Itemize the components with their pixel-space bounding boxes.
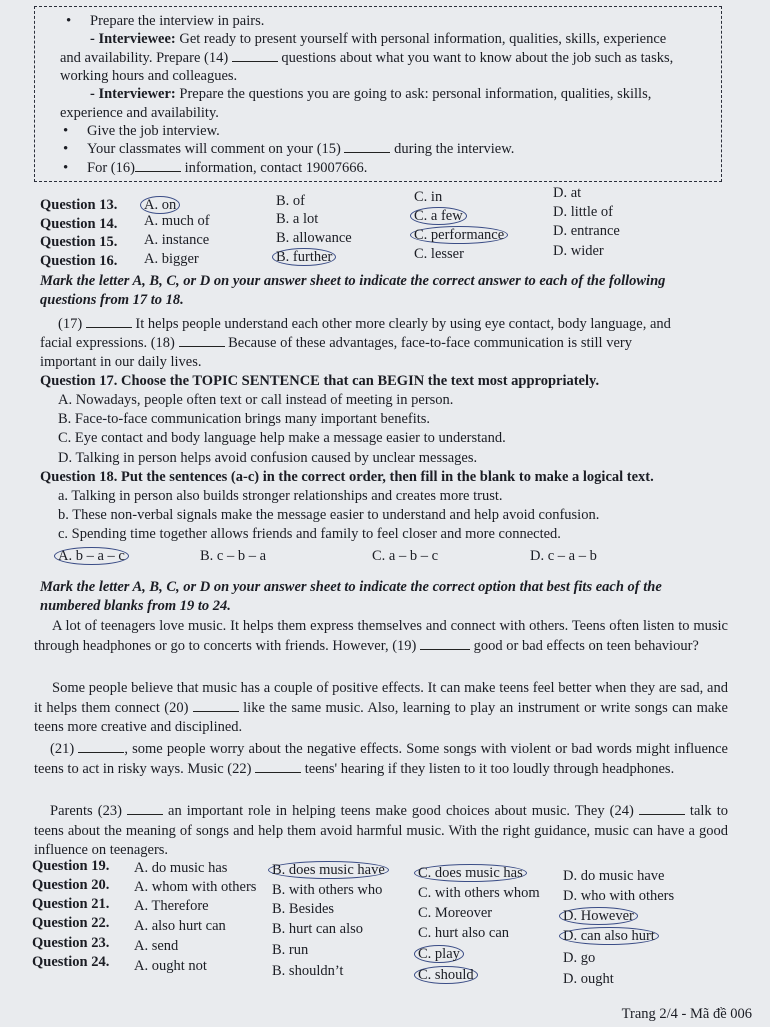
- q18-sentence-a: a. Talking in person also builds stronger relationships and creates more trust.: [58, 488, 503, 504]
- q20-opt-a[interactable]: A. whom with others: [134, 879, 257, 895]
- passage-paragraph-1: A lot of teenagers love music. It helps them express themselves and connect with others. Teens often listen to music through headphones or go to concerts with friends. However, (19) good or bad effects on teen behaviour?: [34, 618, 728, 654]
- q18-sentence-b: b. These non-verbal signals make the message easier to understand and help avoid confusion.: [58, 507, 600, 523]
- q13-opt-c[interactable]: C. in: [414, 189, 443, 205]
- q19-label: Question 19.: [32, 858, 110, 874]
- q15-opt-c[interactable]: C. performance: [414, 226, 508, 244]
- text17-line1: (17) It helps people understand each other more clearly by using eye contact, body language, and: [58, 316, 671, 332]
- q17-opt-d[interactable]: D. Talking in person helps avoid confusion caused by unclear messages.: [58, 450, 478, 466]
- q21-opt-d[interactable]: D. However: [563, 907, 638, 925]
- q24-opt-d[interactable]: D. ought: [563, 971, 614, 987]
- q20-opt-c[interactable]: C. with others whom: [418, 885, 540, 901]
- instruction-17-18-line2: questions from 17 to 18.: [40, 292, 184, 308]
- q17-opt-c[interactable]: C. Eye contact and body language help make a message easier to understand.: [58, 430, 506, 446]
- q24-opt-b[interactable]: B. shouldn’t: [272, 963, 344, 979]
- box-line-2: - Interviewee: Get ready to present yourself with personal information, qualities, skills, experience: [90, 31, 667, 47]
- q16-opt-d[interactable]: D. wider: [553, 243, 604, 259]
- q16-opt-b[interactable]: B. further: [276, 248, 336, 266]
- q22-opt-c[interactable]: C. hurt also can: [418, 925, 510, 941]
- q13-label: Question 13.: [40, 197, 118, 213]
- text17-line3: important in our daily lives.: [40, 354, 202, 370]
- q22-label: Question 22.: [32, 915, 110, 931]
- q20-opt-d[interactable]: D. who with others: [563, 888, 675, 904]
- q22-opt-d[interactable]: D. can also hurt: [563, 927, 659, 945]
- box-line-5: - Interviewer: Prepare the questions you are going to ask: personal information, qualities, skills,: [90, 86, 652, 102]
- q20-label: Question 20.: [32, 877, 110, 893]
- box-line-3: and availability. Prepare (14) questions about what you want to know about the job such as tasks,: [60, 50, 674, 66]
- q15-opt-b[interactable]: B. allowance: [276, 230, 352, 246]
- passage-paragraph-2: Some people believe that music has a couple of positive effects. It can make teens feel better when they are sad, and it helps them connect (20) like the same music. Also, learning to play an instrument or write songs can make teens more creative and disciplined.: [34, 680, 728, 735]
- q16-opt-a[interactable]: A. bigger: [144, 251, 199, 267]
- q21-opt-a[interactable]: A. Therefore: [134, 898, 209, 914]
- q17-opt-b[interactable]: B. Face-to-face communication brings many important benefits.: [58, 411, 431, 427]
- instruction-19-24-line1: Mark the letter A, B, C, or D on your answer sheet to indicate the correct option that best fits each of the: [40, 579, 662, 595]
- q13-opt-d[interactable]: D. at: [553, 185, 582, 201]
- box-line-1: • Prepare the interview in pairs.: [90, 12, 264, 30]
- q17-opt-a[interactable]: A. Nowadays, people often text or call instead of meeting in person.: [58, 392, 454, 408]
- q18-opt-d[interactable]: D. c – a – b: [530, 548, 597, 564]
- q18-title: Question 18. Put the sentences (a-c) in the correct order, then fill in the blank to make a logical text.: [40, 469, 654, 485]
- q19-opt-c[interactable]: C. does music has: [418, 864, 527, 882]
- q21-opt-c[interactable]: C. Moreover: [418, 905, 493, 921]
- q15-opt-d[interactable]: D. entrance: [553, 223, 620, 239]
- q23-opt-c[interactable]: C. play: [418, 945, 464, 963]
- q24-label: Question 24.: [32, 954, 110, 970]
- box-line-8: • Your classmates will comment on your (15) during the interview.: [87, 140, 514, 158]
- q16-opt-c[interactable]: C. lesser: [414, 246, 464, 262]
- q23-opt-b[interactable]: B. run: [272, 942, 309, 958]
- q14-label: Question 14.: [40, 216, 118, 232]
- q18-opt-c[interactable]: C. a – b – c: [372, 548, 439, 564]
- q23-label: Question 23.: [32, 935, 110, 951]
- q14-opt-d[interactable]: D. little of: [553, 204, 614, 220]
- box-line-4: working hours and colleagues.: [60, 68, 238, 84]
- q18-opt-b[interactable]: B. c – b – a: [200, 548, 267, 564]
- q21-opt-b[interactable]: B. Besides: [272, 901, 335, 917]
- q22-opt-b[interactable]: B. hurt can also: [272, 921, 364, 937]
- instruction-19-24-line2: numbered blanks from 19 to 24.: [40, 598, 231, 614]
- q13-opt-b[interactable]: B. of: [276, 193, 305, 209]
- q13-opt-a[interactable]: A. on: [144, 196, 180, 214]
- q19-opt-d[interactable]: D. do music have: [563, 868, 665, 884]
- box-line-6: experience and availability.: [60, 105, 219, 121]
- q16-label: Question 16.: [40, 253, 118, 269]
- q15-opt-a[interactable]: A. instance: [144, 232, 210, 248]
- q14-opt-a[interactable]: A. much of: [144, 213, 210, 229]
- q17-title: Question 17. Choose the TOPIC SENTENCE that can BEGIN the text most appropriately.: [40, 373, 600, 389]
- q14-opt-c[interactable]: C. a few: [414, 207, 467, 225]
- q23-opt-a[interactable]: A. send: [134, 938, 179, 954]
- q19-opt-a[interactable]: A. do music has: [134, 860, 228, 876]
- q18-opt-a[interactable]: A. b – a – c: [58, 547, 129, 565]
- page-footer: Trang 2/4 - Mã đề 006: [621, 1006, 752, 1022]
- q15-label: Question 15.: [40, 234, 118, 250]
- q23-opt-d[interactable]: D. go: [563, 950, 596, 966]
- passage-paragraph-3: (21) , some people worry about the negative effects. Some songs with violent or bad words might influence teens to act in risky ways. Music (22) teens' hearing if they listen to it too loudly through headphones.: [34, 741, 728, 777]
- q21-label: Question 21.: [32, 896, 110, 912]
- q19-opt-b[interactable]: B. does music have: [272, 861, 389, 879]
- text17-line2: facial expressions. (18) Because of these advantages, face-to-face communication is still very: [40, 335, 632, 351]
- passage-paragraph-4: Parents (23) an important role in helping teens make good choices about music. They (24) talk to teens about the meaning of songs and help them avoid harmful music. With the right guidance, music can have a good influence on teenagers.: [34, 803, 728, 858]
- q24-opt-c[interactable]: C. should: [418, 966, 478, 984]
- box-line-7: • Give the job interview.: [87, 122, 220, 140]
- q20-opt-b[interactable]: B. with others who: [272, 882, 383, 898]
- box-line-9: • For (16) information, contact 19007666.: [87, 159, 367, 177]
- q18-sentence-c: c. Spending time together allows friends and family to feel closer and more connected.: [58, 526, 561, 542]
- q14-opt-b[interactable]: B. a lot: [276, 211, 319, 227]
- q22-opt-a[interactable]: A. also hurt can: [134, 918, 226, 934]
- q24-opt-a[interactable]: A. ought not: [134, 958, 207, 974]
- instruction-17-18-line1: Mark the letter A, B, C, or D on your answer sheet to indicate the correct answer to each of the following: [40, 273, 666, 289]
